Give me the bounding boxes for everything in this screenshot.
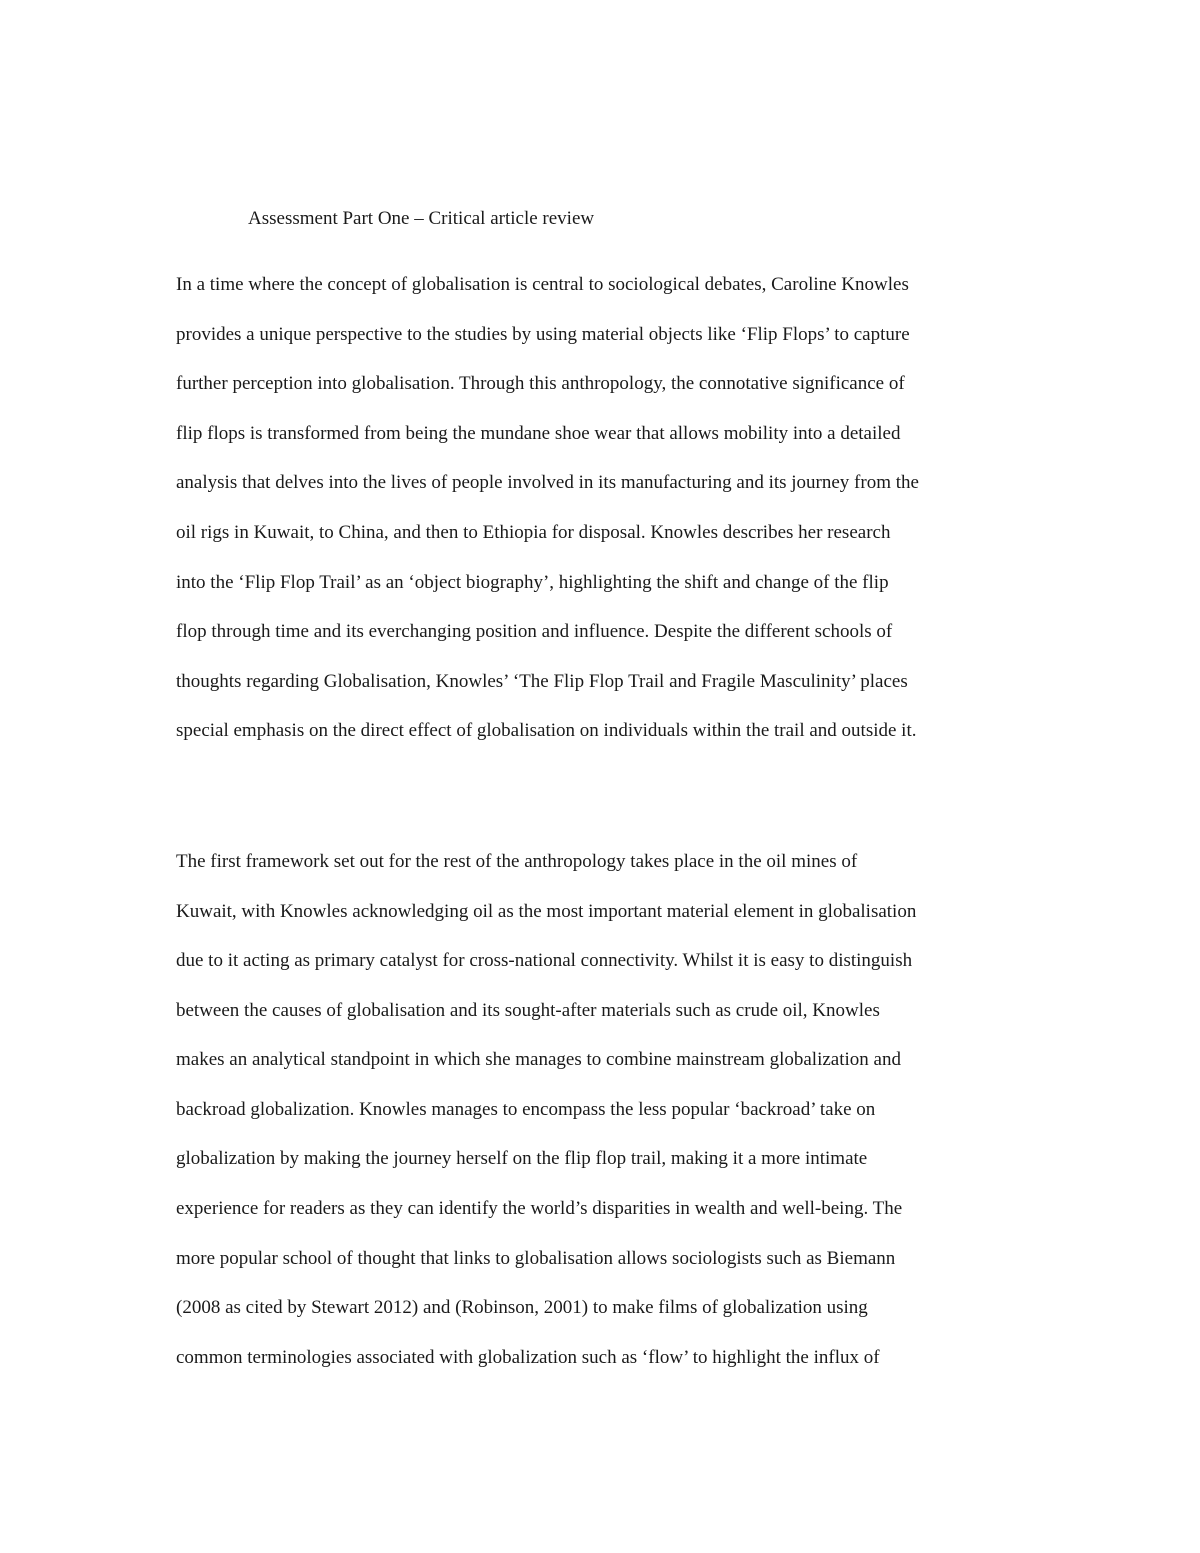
text-line: flop through time and its everchanging position and influence. Despite the different schools of (176, 621, 893, 642)
text-line: In a time where the concept of globalisation is central to sociological debates, Caroline Knowles (176, 274, 909, 295)
text-line: analysis that delves into the lives of people involved in its manufacturing and its journey from the (176, 472, 919, 493)
text-line: special emphasis on the direct effect of globalisation on individuals within the trail and outside it. (176, 720, 917, 741)
text-line: makes an analytical standpoint in which she manages to combine mainstream globalization and (176, 1049, 901, 1070)
document-title: Assessment Part One – Critical article review (248, 208, 595, 229)
text-line: more popular school of thought that links to globalisation allows sociologists such as Biemann (176, 1248, 896, 1269)
text-line: thoughts regarding Globalisation, Knowles’ ‘The Flip Flop Trail and Fragile Masculinity’ places (176, 671, 908, 692)
text-line: globalization by making the journey herself on the flip flop trail, making it a more intimate (176, 1148, 868, 1169)
text-line: into the ‘Flip Flop Trail’ as an ‘object biography’, highlighting the shift and change of the flip (176, 572, 889, 593)
text-line: common terminologies associated with globalization such as ‘flow’ to highlight the influx of (176, 1347, 880, 1368)
text-line: oil rigs in Kuwait, to China, and then to Ethiopia for disposal. Knowles describes her research (176, 522, 891, 543)
text-line: further perception into globalisation. Through this anthropology, the connotative significance of (176, 373, 905, 394)
text-line: between the causes of globalisation and its sought-after materials such as crude oil, Knowles (176, 1000, 880, 1021)
text-line: due to it acting as primary catalyst for cross-national connectivity. Whilst it is easy to distinguish (176, 950, 913, 971)
text-line: provides a unique perspective to the studies by using material objects like ‘Flip Flops’ to capture (176, 324, 910, 345)
text-line: flip flops is transformed from being the mundane shoe wear that allows mobility into a detailed (176, 423, 901, 444)
text-line: experience for readers as they can identify the world’s disparities in wealth and well-being. The (176, 1198, 903, 1219)
text-line: Kuwait, with Knowles acknowledging oil as the most important material element in globalisation (176, 901, 917, 922)
text-line: The first framework set out for the rest of the anthropology takes place in the oil mines of (176, 851, 858, 872)
text-line: (2008 as cited by Stewart 2012) and (Robinson, 2001) to make films of globalization using (176, 1297, 868, 1318)
text-line: backroad globalization. Knowles manages to encompass the less popular ‘backroad’ take on (176, 1099, 876, 1120)
